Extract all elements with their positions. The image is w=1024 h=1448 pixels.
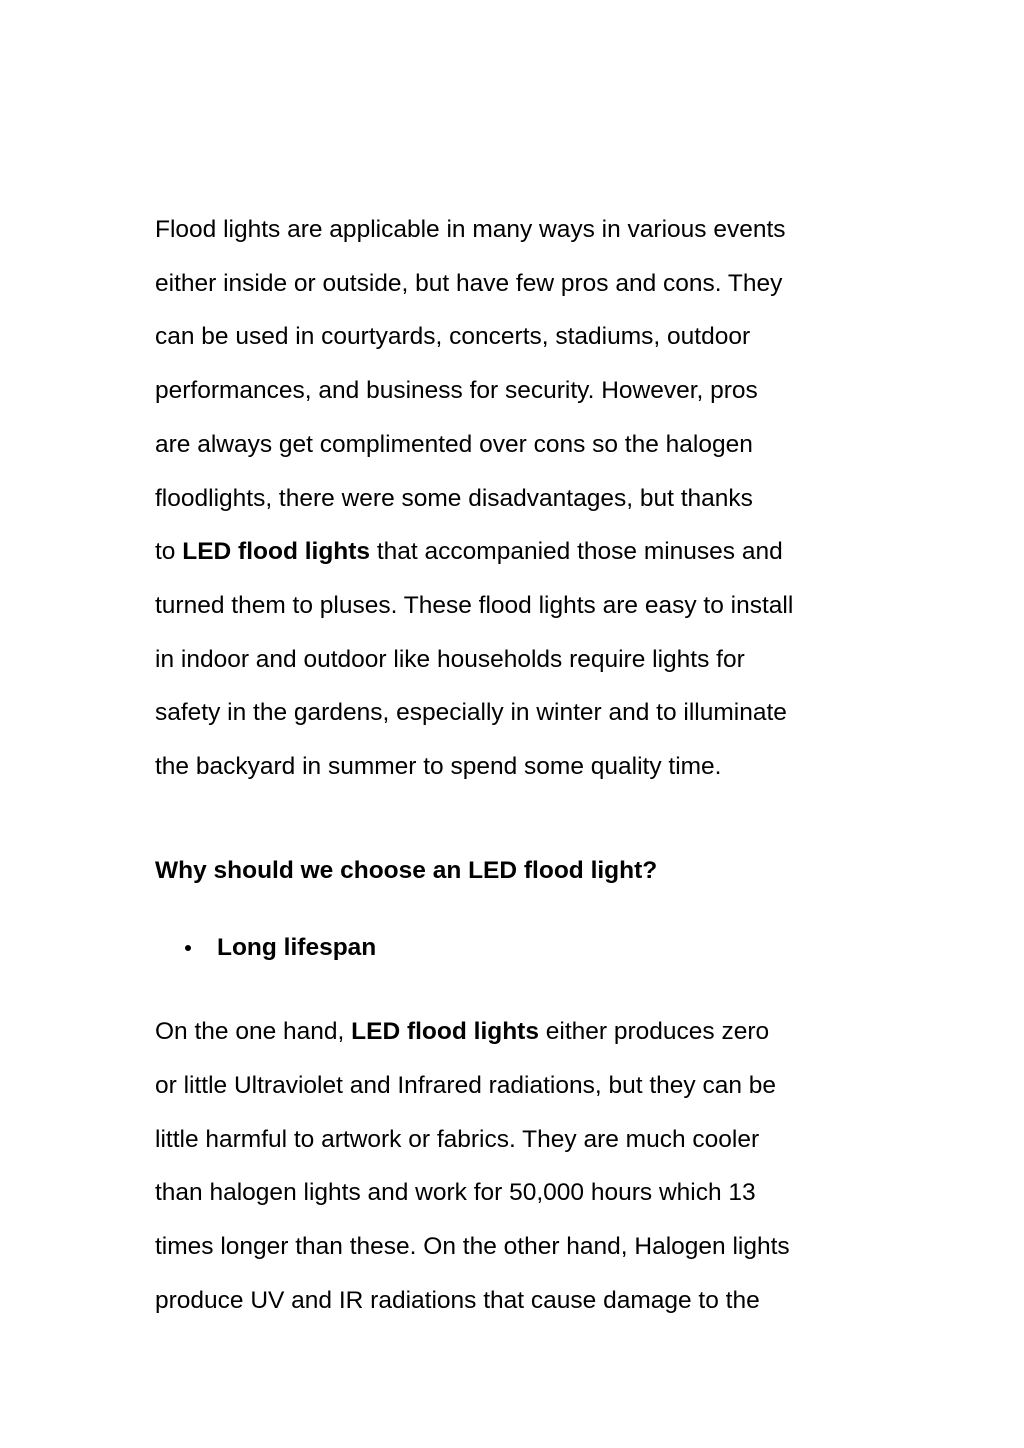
intro-paragraph [155,203,885,794]
document-page [155,203,885,1327]
text-line [155,1005,885,1059]
text-run: to [155,538,183,566]
text-line [155,525,885,579]
text-line: Flood lights are applicable in many ways in various events [155,216,786,243]
text-line: in indoor and outdoor like households require lights for [155,645,745,673]
text-line: floodlights, there were some disadvantages, but thanks [155,484,753,512]
text-line: performances, and business for security. However, pros [155,377,758,405]
bold-keyword: LED flood lights [351,1018,539,1046]
lifespan-paragraph [155,1005,885,1327]
text-line: little harmful to artwork or fabrics. They are much cooler [155,1125,760,1153]
text-line: turned them to pluses. These flood lights are easy to install [155,591,794,619]
text-line: or little Ultraviolet and Infrared radiations, but they can be [155,1071,777,1099]
text-line: safety in the gardens, especially in winter and to illuminate [155,699,787,727]
text-line: the backyard in summer to spend some quality time. [155,753,722,781]
text-line: either inside or outside, but have few pros and cons. They [155,269,783,297]
bold-keyword: LED flood lights [182,538,371,566]
text-line: times longer than these. On the other hand, Halogen lights [155,1232,790,1260]
bullet-label: Long lifespan [217,934,377,962]
text-line: are always get complimented over cons so the halogen [155,430,753,458]
text-run: either produces zero [538,1018,770,1046]
bullet-dot-icon [185,945,191,951]
text-line: can be used in courtyards, concerts, stadiums, outdoor [155,323,751,351]
text-line: than halogen lights and work for 50,000 hours which 13 [155,1179,756,1207]
text-run: On the one hand, [155,1018,352,1046]
text-run: that accompanied those minuses and [370,538,783,566]
bullet-list [155,921,885,975]
section-heading: Why should we choose an LED flood light? [155,856,658,884]
bullet-item [155,921,885,975]
text-line: produce UV and IR radiations that cause damage to the [155,1286,760,1314]
